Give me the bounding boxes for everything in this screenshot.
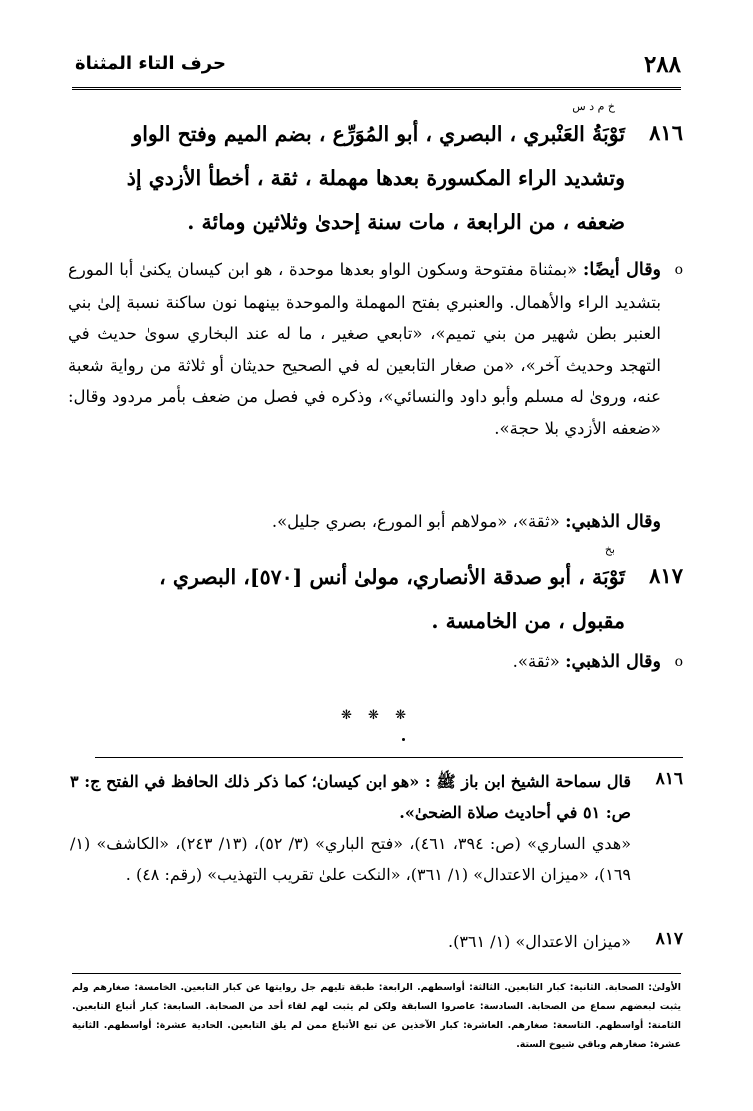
- note-body: «ثقة»، «مولاهم أبو المورع، بصري جليل».: [271, 512, 560, 531]
- transmitter-symbols: خ م د س: [572, 100, 615, 113]
- entry-816: [70, 100, 683, 244]
- entry-817: [70, 543, 683, 643]
- entry-line: وتشديد الراء المكسورة بعدها مهملة ، ثقة ، أخطأ الأزدي إذ: [126, 166, 625, 190]
- footnote-number: ٨١٧: [655, 929, 683, 949]
- entry-line: مقبول ، من الخامسة .: [431, 609, 625, 633]
- circle-bullet-icon: o: [674, 654, 683, 670]
- note-lead: وقال الذهبي:: [565, 512, 661, 532]
- note-text: [68, 646, 661, 679]
- circle-bullet-icon: o: [674, 262, 683, 278]
- footnote-number: ٨١٦: [655, 769, 683, 789]
- commentary-note: [68, 646, 683, 679]
- commentary-note: [68, 254, 683, 445]
- footnote-quote: قال سماحة الشيخ ابن باز ﷺ : «هو ابن كيسان؛ كما ذكر ذلك الحافظ في الفتح ج: ٣ ص: ٥١ في أحاديث صلاة الضحىٰ».: [70, 772, 631, 822]
- entry-line: تَوْبَةُ العَنْبري ، البصري ، أبو المُوَرِّع ، بضم الميم وفتح الواو: [132, 122, 625, 146]
- note-lead: وقال الذهبي:: [565, 652, 661, 672]
- page-number: ٢٨٨: [643, 51, 681, 78]
- footnote-sources: «ميزان الاعتدال» (١/ ٣٦١).: [447, 932, 631, 951]
- footnote-816: [70, 766, 683, 890]
- footnote-817: [70, 926, 683, 957]
- entry-text: [70, 555, 625, 643]
- footnote-text: [70, 926, 631, 957]
- entry-number: ٨١٦: [649, 120, 683, 145]
- print-dot: [402, 738, 405, 741]
- footnote-rule: [95, 757, 683, 758]
- entry-text: [70, 112, 625, 244]
- note-lead: وقال أيضًا:: [582, 260, 662, 280]
- tabaqat-legend: الأولىٰ: الصحابة. الثانية: كبار التابعين. الثالثة: أواسطهم. الرابعة: طبقة تليهم جل روايتها عن كبار التابعين. الخامسة: صغارهم ولم يثبت لبعضهم سماع من الصحابة. السادسة: عاصروا السابقة ولكن لم يثبت لهم لقاء أحد من الصحابة. السابعة: كبار أتباع التابعين. الثامنة: أواسطهم. التاسعة: صغارهم. العاشرة: كبار الآخذين عن تبع الأتباع ممن لم يلق التابعين. الحادية عشرة: أواسطهم. الثانية عشرة: صغارهم وباقي شيوخ الستة.: [72, 982, 681, 1050]
- entry-line: تَوْبَة ، أبو صدقة الأنصاري، مولىٰ أنس [٥٧٠]، البصري ،: [159, 565, 625, 589]
- entry-number: ٨١٧: [649, 563, 683, 588]
- note-body: «بمثناة مفتوحة وسكون الواو بعدها موحدة ، هو ابن كيسان يكنىٰ أبا المورع بتشديد الراء والأهمال. والعنبري بفتح المهملة والموحدة بينهما نون ساكنة نسبة إلىٰ بني العنبر بطن شهير من بني تميم»، «تابعي صغير ، ما له عند البخاري سوىٰ حديث في التهجد وحديث آخر»، «من صغار التابعين له في الصحيح حديثان أو ثلاثة من رواية شعبة عنه، وروىٰ له مسلم وأبو داود والنسائي»، وذكره في فصل من ضعف بأمر مردود وقال: «ضعفه الأزدي بلا حجة».: [68, 260, 661, 438]
- header-rule: [72, 87, 681, 92]
- footnote-text: [70, 766, 631, 890]
- legend-rule: [72, 973, 681, 974]
- footnote-sources: «هدي الساري» (ص: ٣٩٤، ٤٦١)، «فتح الباري» (٣/ ٥٢)، (١٣/ ٢٤٣)، «الكاشف» (١/ ١٦٩)، «ميزان الاعتدال» (١/ ٣٦١)، «النكت علىٰ تقريب التهذيب» (رقم: ٤٨) .: [70, 834, 632, 884]
- note-body: «ثقة».: [512, 652, 560, 671]
- entry-line: ضعفه ، من الرابعة ، مات سنة إحدىٰ وثلاثين ومائة .: [187, 210, 625, 234]
- transmitter-symbols: بخ: [604, 543, 615, 556]
- section-separator: ❋ ❋ ❋: [341, 708, 412, 723]
- section-title: حرف التاء المثناة: [75, 53, 226, 74]
- commentary-line: [70, 512, 661, 532]
- page-header: [75, 47, 681, 81]
- note-text: [68, 254, 661, 445]
